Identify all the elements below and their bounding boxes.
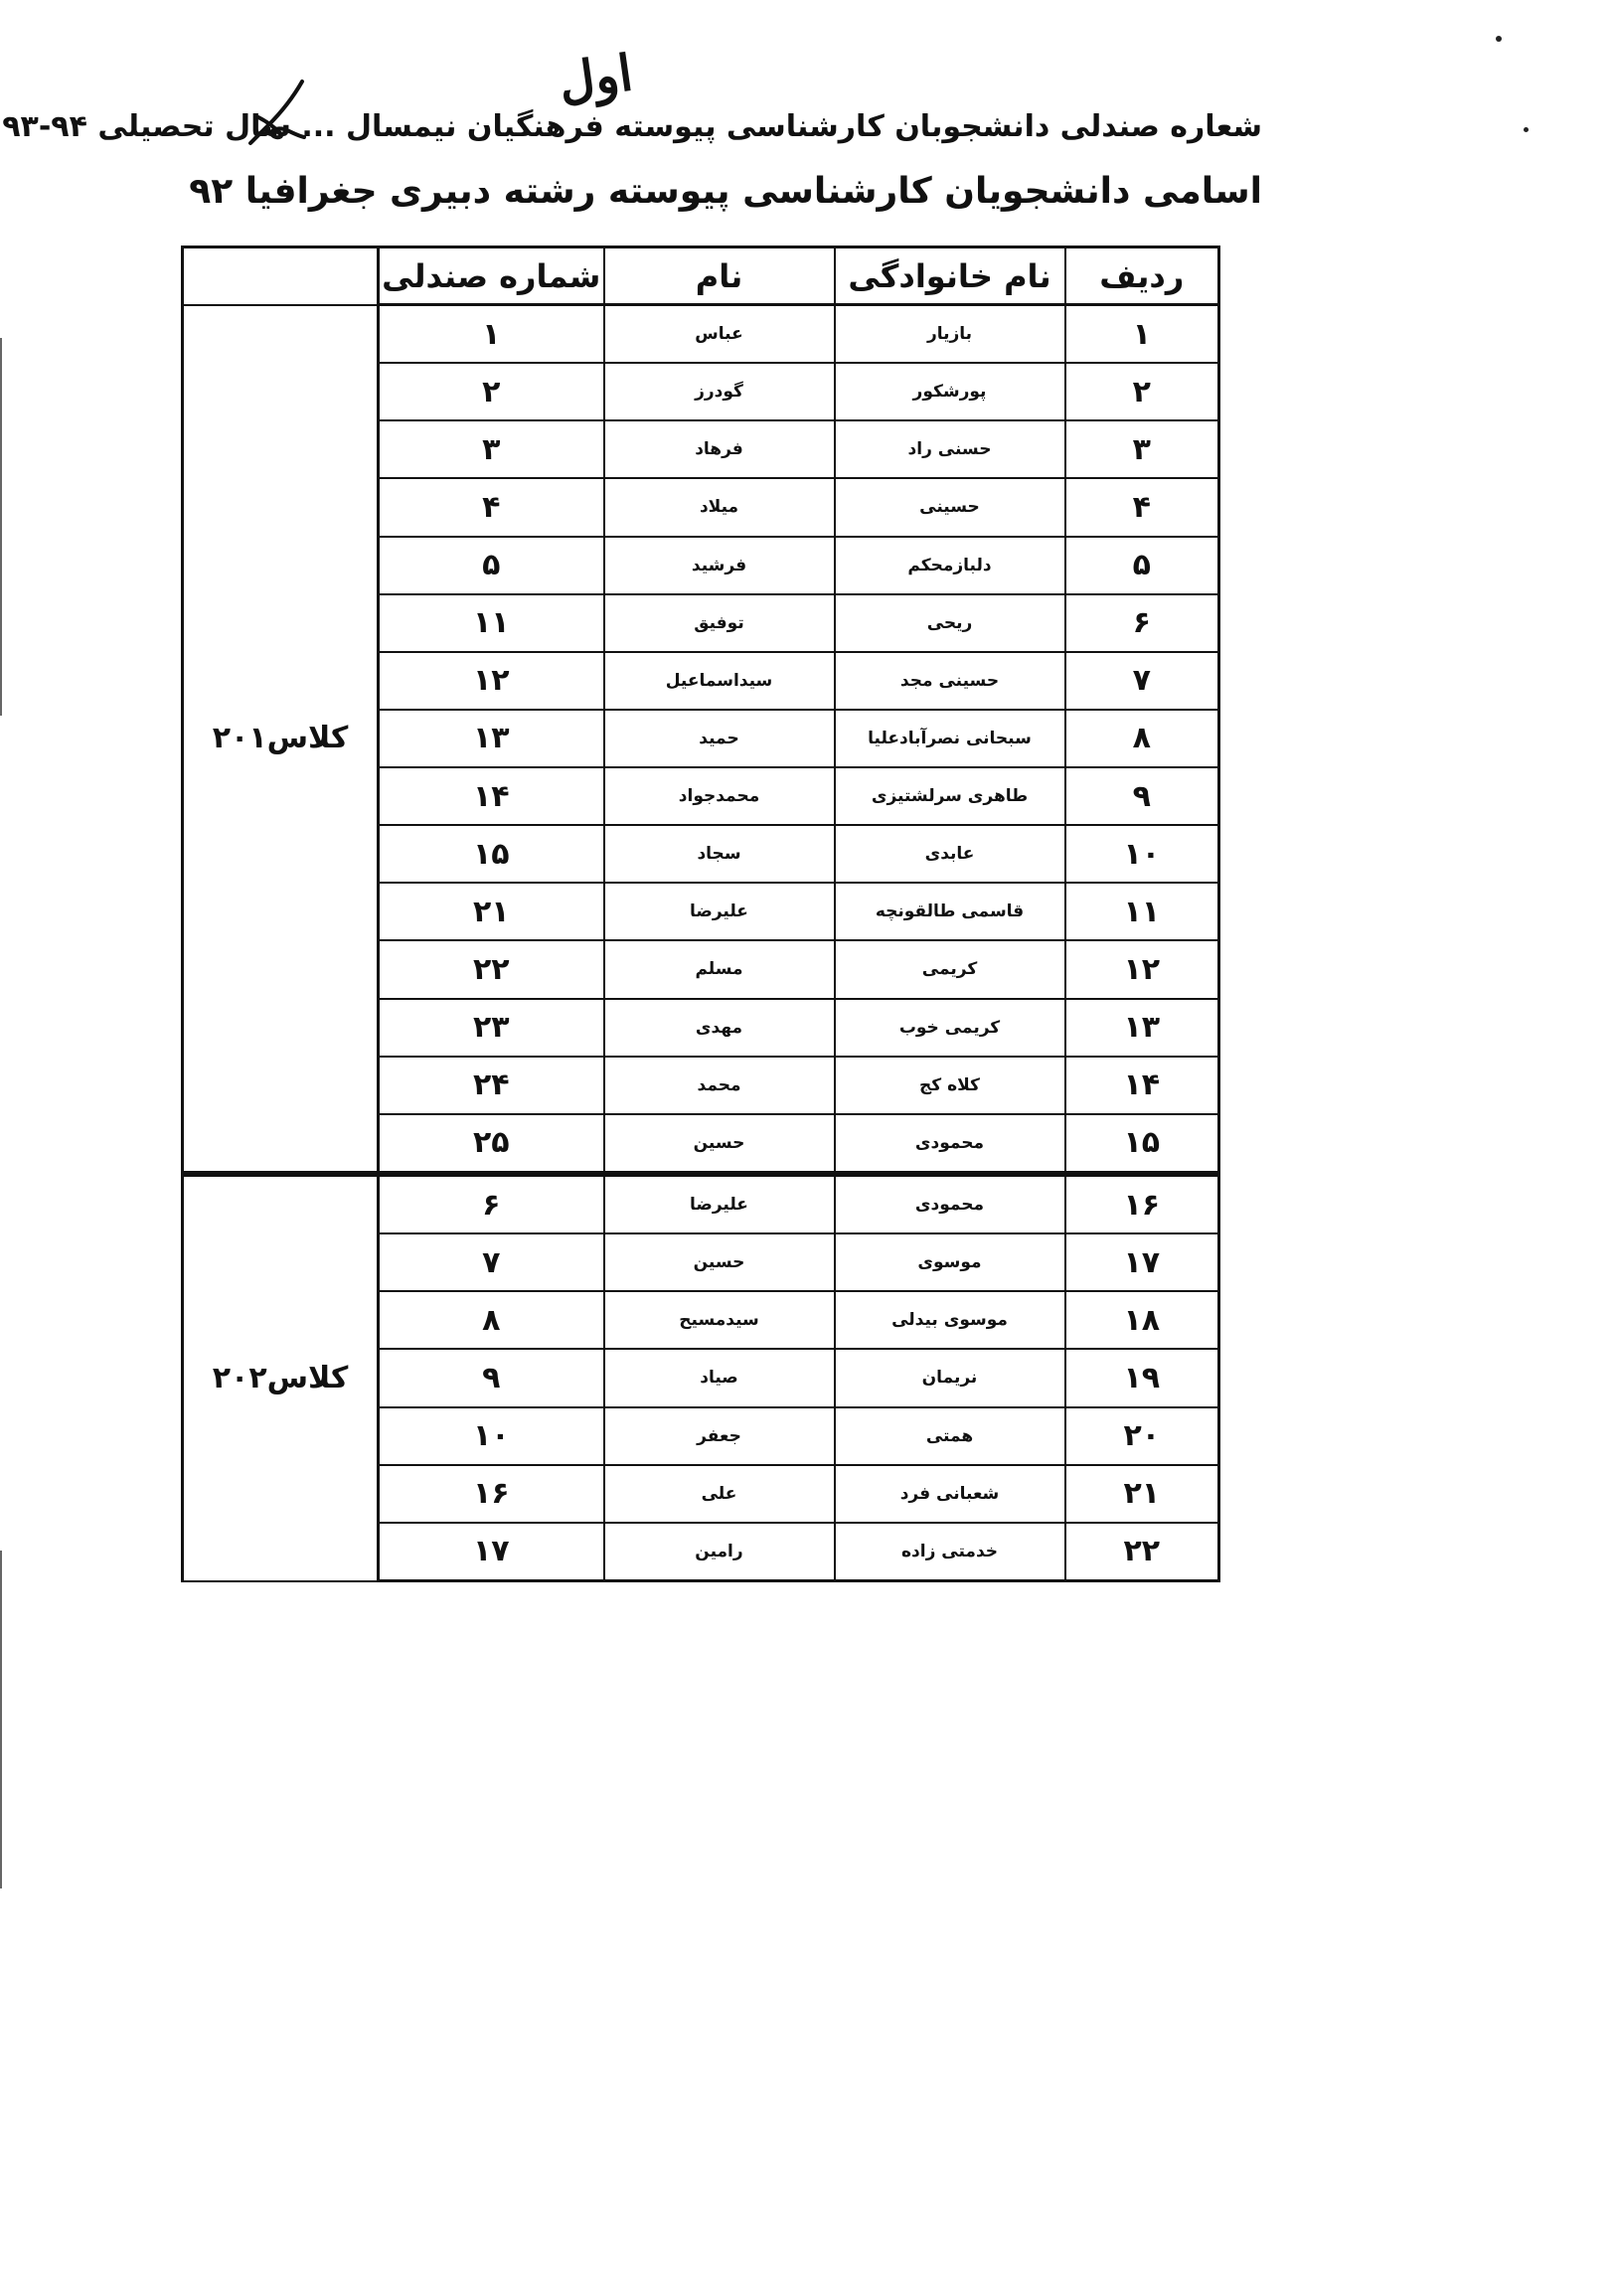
last-name-cell: بازیار <box>835 305 1065 364</box>
first-name-cell: صیاد <box>604 1349 835 1406</box>
first-name-cell: گودرز <box>604 363 835 420</box>
seat-number-cell: ۲۲ <box>379 940 604 998</box>
first-name-cell: محمدجواد <box>604 767 835 825</box>
last-name-cell: شعبانی فرد <box>835 1465 1065 1523</box>
seat-number-cell: ۱۱ <box>379 594 604 652</box>
seat-number-cell: ۴ <box>379 478 604 536</box>
class-group-label: کلاس۲۰۲ <box>183 1174 379 1581</box>
last-name-cell: محمودی <box>835 1114 1065 1174</box>
row-number-cell: ۱ <box>1065 305 1219 364</box>
signature-mark <box>246 78 308 151</box>
row-number-cell: ۳ <box>1065 420 1219 478</box>
row-number-cell: ۲۰ <box>1065 1407 1219 1465</box>
last-name-cell: ریحی <box>835 594 1065 652</box>
first-name-cell: حسین <box>604 1233 835 1291</box>
seat-number-cell: ۸ <box>379 1291 604 1349</box>
row-number-cell: ۷ <box>1065 652 1219 710</box>
first-name-cell: مسلم <box>604 940 835 998</box>
first-name-cell: فرهاد <box>604 420 835 478</box>
seat-number-cell: ۳ <box>379 420 604 478</box>
handwritten-note: اول <box>555 43 637 111</box>
row-number-cell: ۱۴ <box>1065 1057 1219 1114</box>
row-number-cell: ۱۶ <box>1065 1174 1219 1233</box>
last-name-header: نام خانوادگی <box>835 247 1065 305</box>
seat-number-cell: ۱۷ <box>379 1523 604 1581</box>
last-name-cell: موسوی بیدلی <box>835 1291 1065 1349</box>
last-name-cell: دلبازمحکم <box>835 537 1065 594</box>
scan-speck <box>1524 127 1529 132</box>
scan-edge <box>0 338 2 716</box>
row-number-cell: ۱۹ <box>1065 1349 1219 1406</box>
first-name-cell: علی <box>604 1465 835 1523</box>
first-name-cell: مهدی <box>604 999 835 1057</box>
row-number-cell: ۸ <box>1065 710 1219 767</box>
seat-number-cell: ۱۵ <box>379 825 604 883</box>
row-number-cell: ۱۵ <box>1065 1114 1219 1174</box>
row-number-cell: ۱۲ <box>1065 940 1219 998</box>
scan-speck <box>1496 36 1502 42</box>
first-name-cell: حمید <box>604 710 835 767</box>
table-header-row <box>183 247 1219 305</box>
seat-number-header: شماره صندلی <box>379 247 604 305</box>
row-number-cell: ۲۲ <box>1065 1523 1219 1581</box>
last-name-cell: طاهری سرلشتیزی <box>835 767 1065 825</box>
seat-number-cell: ۱۶ <box>379 1465 604 1523</box>
table-row <box>183 1174 1219 1233</box>
row-number-cell: ۵ <box>1065 537 1219 594</box>
table-row <box>183 305 1219 364</box>
row-number-cell: ۱۸ <box>1065 1291 1219 1349</box>
scan-edge <box>0 1551 2 1888</box>
row-number-cell: ۴ <box>1065 478 1219 536</box>
seat-number-cell: ۱ <box>379 305 604 364</box>
last-name-cell: کریمی خوب <box>835 999 1065 1057</box>
first-name-cell: سیدمسیح <box>604 1291 835 1349</box>
row-number-cell: ۱۱ <box>1065 883 1219 940</box>
document-subtitle: شعاره صندلی دانشجوبان کارشناسی پیوسته فرهنگیان نیمسال ... سال تحصیلی ۹۴-۹۳ <box>2 109 1262 144</box>
seat-number-cell: ۱۴ <box>379 767 604 825</box>
last-name-cell: پورشکور <box>835 363 1065 420</box>
last-name-cell: حسینی مجد <box>835 652 1065 710</box>
row-number-cell: ۲۱ <box>1065 1465 1219 1523</box>
last-name-cell: نریمان <box>835 1349 1065 1406</box>
row-number-header: ردیف <box>1065 247 1219 305</box>
document-title: اسامی دانشجویان کارشناسی پیوسته رشته دبیری جغرافیا ۹۲ <box>189 171 1262 212</box>
last-name-cell: حسینی <box>835 478 1065 536</box>
last-name-cell: خدمتی زاده <box>835 1523 1065 1581</box>
first-name-cell: حسین <box>604 1114 835 1174</box>
seat-number-cell: ۲۵ <box>379 1114 604 1174</box>
last-name-cell: کلاه کج <box>835 1057 1065 1114</box>
last-name-cell: حسنی راد <box>835 420 1065 478</box>
first-name-cell: رامین <box>604 1523 835 1581</box>
row-number-cell: ۶ <box>1065 594 1219 652</box>
last-name-cell: عابدی <box>835 825 1065 883</box>
seat-number-cell: ۲۴ <box>379 1057 604 1114</box>
seat-number-cell: ۶ <box>379 1174 604 1233</box>
last-name-cell: همتی <box>835 1407 1065 1465</box>
first-name-cell: علیرضا <box>604 883 835 940</box>
first-name-cell: محمد <box>604 1057 835 1114</box>
first-name-header: نام <box>604 247 835 305</box>
row-number-cell: ۹ <box>1065 767 1219 825</box>
seat-number-cell: ۲۱ <box>379 883 604 940</box>
class-header-blank <box>183 247 379 305</box>
last-name-cell: قاسمی طالقونچه <box>835 883 1065 940</box>
table-body <box>183 305 1219 1581</box>
row-number-cell: ۱۳ <box>1065 999 1219 1057</box>
seat-number-cell: ۹ <box>379 1349 604 1406</box>
first-name-cell: عباس <box>604 305 835 364</box>
first-name-cell: جعفر <box>604 1407 835 1465</box>
seat-number-cell: ۵ <box>379 537 604 594</box>
row-number-cell: ۱۰ <box>1065 825 1219 883</box>
seat-number-cell: ۲ <box>379 363 604 420</box>
last-name-cell: موسوی <box>835 1233 1065 1291</box>
last-name-cell: سبحانی نصرآبادعلیا <box>835 710 1065 767</box>
first-name-cell: علیرضا <box>604 1174 835 1233</box>
seat-number-cell: ۱۰ <box>379 1407 604 1465</box>
student-seating-table <box>181 246 1220 1582</box>
first-name-cell: توفیق <box>604 594 835 652</box>
seat-number-cell: ۱۲ <box>379 652 604 710</box>
seat-number-cell: ۱۳ <box>379 710 604 767</box>
first-name-cell: میلاد <box>604 478 835 536</box>
first-name-cell: فرشید <box>604 537 835 594</box>
first-name-cell: سیداسماعیل <box>604 652 835 710</box>
row-number-cell: ۱۷ <box>1065 1233 1219 1291</box>
seat-number-cell: ۷ <box>379 1233 604 1291</box>
class-group-label: کلاس۲۰۱ <box>183 305 379 1174</box>
seat-number-cell: ۲۳ <box>379 999 604 1057</box>
last-name-cell: محمودی <box>835 1174 1065 1233</box>
row-number-cell: ۲ <box>1065 363 1219 420</box>
last-name-cell: کریمی <box>835 940 1065 998</box>
first-name-cell: سجاد <box>604 825 835 883</box>
